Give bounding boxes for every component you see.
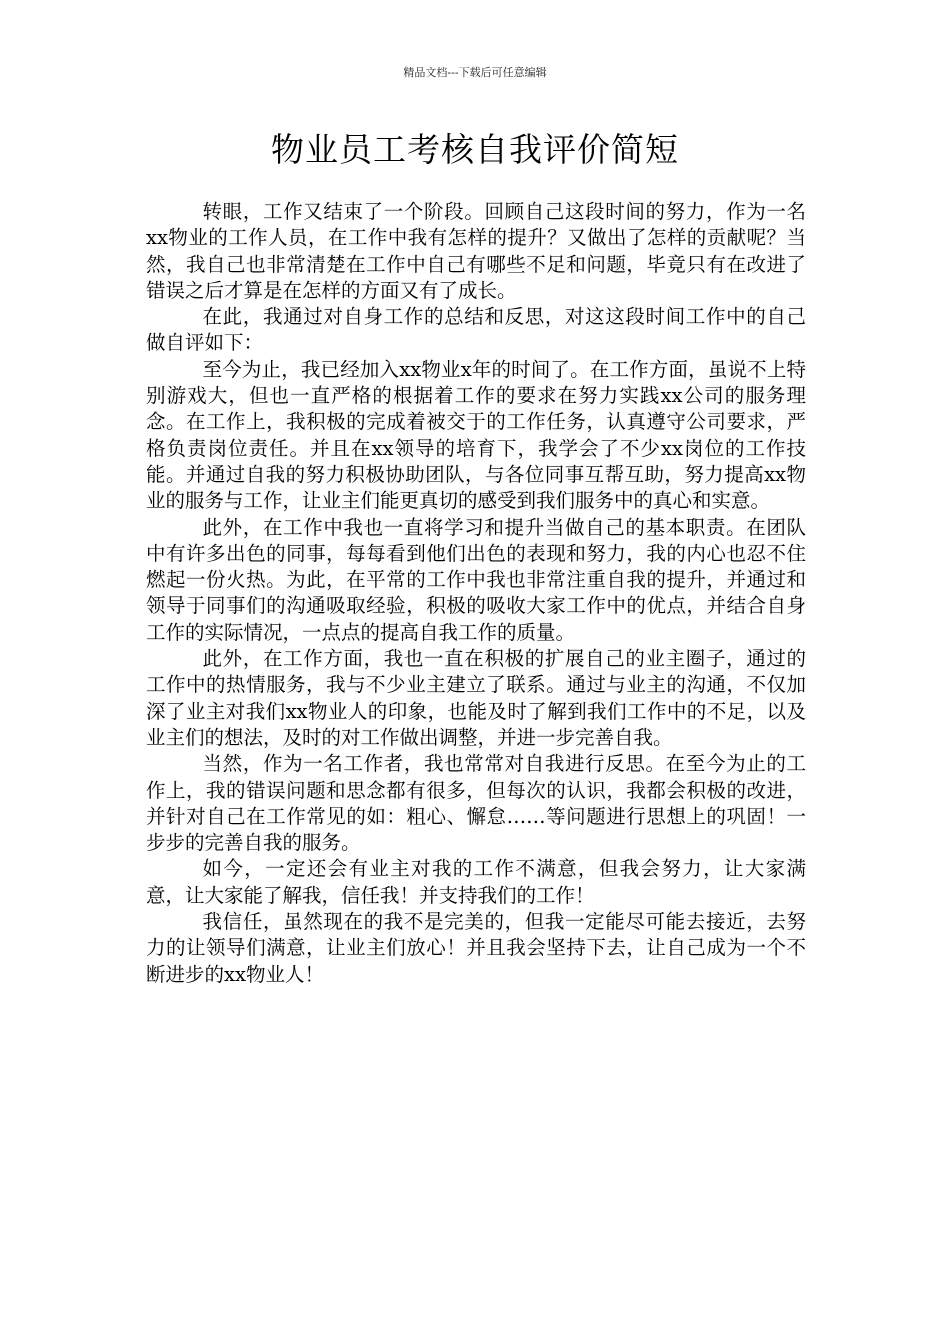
body-paragraph: 至今为止，我已经加入xx物业x年的时间了。在工作方面，虽说不上特别游戏大，但也一直严格的根据着工作的要求在努力实践xx公司的服务理念。在工作上，我积极的完成着被交于的工作任务，认真遵守公司要求，严格负责岗位责任。并且在xx领导的培育下，我学会了不少xx岗位的工作技能。并通过自我的努力积极协助团队，与各位同事互帮互助，努力提高xx物业的服务与工作，让业主们能更真切的感受到我们服务中的真心和实意。 [146,357,806,513]
page-header: 精品文档---下载后可任意编辑 [403,66,547,79]
body-paragraph: 此外，在工作方面，我也一直在积极的扩展自己的业主圈子，通过的工作中的热情服务，我与不少业主建立了联系。通过与业主的沟通，不仅加深了业主对我们xx物业人的印象，也能及时了解到我们工作中的不足，以及业主们的想法，及时的对工作做出调整，并进一步完善自我。 [146,647,806,749]
document-body [146,199,806,988]
body-paragraph: 转眼，工作又结束了一个阶段。回顾自己这段时间的努力，作为一名xx物业的工作人员，在工作中我有怎样的提升？又做出了怎样的贡献呢？当然，我自己也非常清楚在工作中自己有哪些不足和问题，毕竟只有在改进了错误之后才算是在怎样的方面又有了成长。 [146,200,806,302]
body-paragraph: 此外，在工作中我也一直将学习和提升当做自己的基本职责。在团队中有许多出色的同事，每每看到他们出色的表现和努力，我的内心也忍不住燃起一份火热。为此，在平常的工作中我也非常注重自我的提升，并通过和领导于同事们的沟通吸取经验，积极的吸收大家工作中的优点，并结合自身工作的实际情况，一点点的提高自我工作的质量。 [146,515,806,644]
body-paragraph: 我信任，虽然现在的我不是完美的，但我一定能尽可能去接近，去努力的让领导们满意，让业主们放心！并且我会坚持下去，让自己成为一个不断进步的xx物业人！ [146,910,806,986]
document-title: 物业员工考核自我评价简短 [271,130,679,169]
body-paragraph: 如今，一定还会有业主对我的工作不满意，但我会努力，让大家满意，让大家能了解我，信任我！并支持我们的工作！ [146,857,806,907]
body-paragraph: 在此，我通过对自身工作的总结和反思，对这这段时间工作中的自己做自评如下： [146,305,806,355]
body-paragraph: 当然，作为一名工作者，我也常常对自我进行反思。在至今为止的工作上，我的错误问题和思念都有很多，但每次的认识，我都会积极的改进，并针对自己在工作常见的如：粗心、懈怠……等问题进行思想上的巩固！一步步的完善自我的服务。 [146,752,806,855]
